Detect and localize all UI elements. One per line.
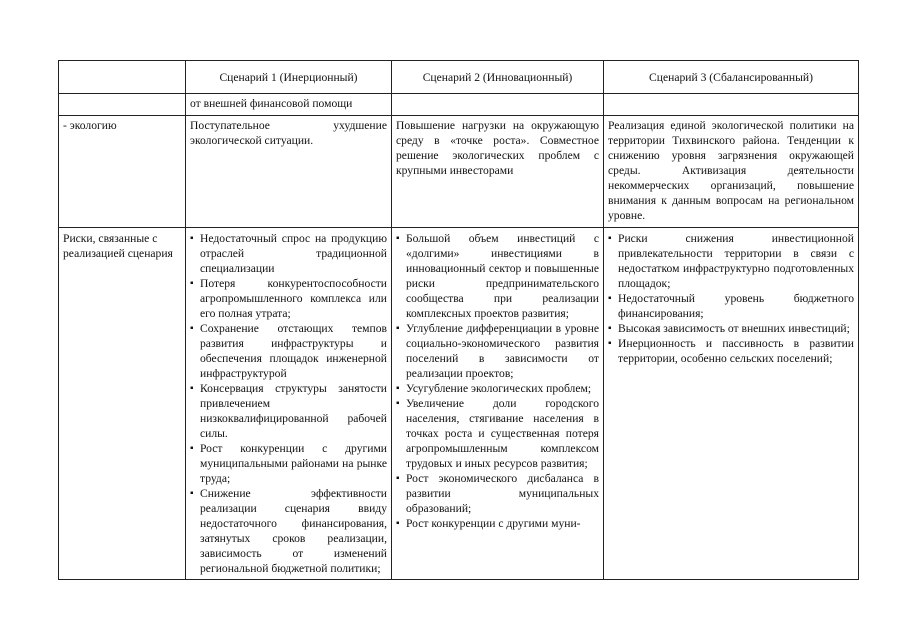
ecology-scenario-2-cell: Повышение нагрузки на окружающую среду в «точке роста». Совместное решение экологических проблем с крупными инвесторами <box>392 116 604 228</box>
table-row-finance <box>59 94 859 116</box>
header-row <box>59 61 859 94</box>
risk-item: ▪ Рост конкуренции с другими муниципальными районами на рынке труда; <box>190 441 387 486</box>
risk-item: ▪ Высокая зависимость от внешних инвестиций; <box>608 321 854 336</box>
finance-label-cell <box>59 94 186 116</box>
risks-scenario-2-list <box>396 231 599 531</box>
finance-scenario-2-cell <box>392 94 604 116</box>
risks-scenario-3-list <box>608 231 854 366</box>
header-scenario-1: Сценарий 1 (Инерционный) <box>186 61 392 94</box>
risk-item: ▪ Рост конкуренции с другими муни- <box>396 516 599 531</box>
risk-item: ▪ Рост экономического дисбаланса в развитии муниципальных образований; <box>396 471 599 516</box>
risks-scenario-1-cell <box>186 228 392 580</box>
risk-item: ▪ Сохранение отстающих темпов развития инфраструктуры и обеспечения площадок инженерной инфраструктурой <box>190 321 387 381</box>
risk-item: ▪ Риски снижения инвестиционной привлекательности территории в связи с недостатком инфраструктурно подготовленных площадок; <box>608 231 854 291</box>
scenario-table <box>58 60 859 580</box>
risk-item: ▪ Увеличение доли городского населения, стягивание населения в точках роста и существенная потеря агропромышленным комплексом трудовых и иных ресурсов развития; <box>396 396 599 471</box>
finance-scenario-3-cell <box>604 94 859 116</box>
risk-item: ▪ Потеря конкурентоспособности агропромышленного комплекса или его полная утрата; <box>190 276 387 321</box>
finance-scenario-1-cell: от внешней финансовой помощи <box>186 94 392 116</box>
table-row-risks <box>59 228 859 580</box>
risk-item: ▪ Инерционность и пассивность в развитии территории, особенно сельских поселений; <box>608 336 854 366</box>
risk-item: ▪ Углубление дифференциации в уровне социально-экономического развития поселений в зависимости от реализации проектов; <box>396 321 599 381</box>
risk-item: ▪ Большой объем инвестиций с «долгими» инвестициями в инновационный сектор и повышенные риски предпринимательского сообщества при реализации комплексных проектов развития; <box>396 231 599 321</box>
header-cell-empty <box>59 61 186 94</box>
risk-item: ▪ Консервация структуры занятости привлечением низкоквалифицированной рабочей силы. <box>190 381 387 441</box>
risk-item: ▪ Недостаточный спрос на продукцию отраслей традиционной специализации <box>190 231 387 276</box>
risk-item: ▪ Снижение эффективности реализации сценария ввиду недостаточного финансирования, затянутых сроков реализации, зависимость от изменений региональной бюджетной политики; <box>190 486 387 576</box>
ecology-scenario-3-cell: Реализация единой экологической политики на территории Тихвинского района. Тенденции к снижению уровня загрязнения окружающей среды. Активизация деятельности некоммерческих организаций, повышение внимания к данным вопросам на региональном уровне. <box>604 116 859 228</box>
risks-scenario-2-cell <box>392 228 604 580</box>
header-scenario-3: Сценарий 3 (Сбалансированный) <box>604 61 859 94</box>
risks-label-cell: Риски, связанные с реализацией сценария <box>59 228 186 580</box>
ecology-scenario-1-cell: Поступательное ухудшение экологической ситуации. <box>186 116 392 228</box>
risks-scenario-3-cell <box>604 228 859 580</box>
header-scenario-2: Сценарий 2 (Инновационный) <box>392 61 604 94</box>
table-row-ecology <box>59 116 859 228</box>
risks-scenario-1-list <box>190 231 387 576</box>
risk-item: ▪ Усугубление экологических проблем; <box>396 381 599 396</box>
risk-item: ▪ Недостаточный уровень бюджетного финансирования; <box>608 291 854 321</box>
ecology-label-cell: - экологию <box>59 116 186 228</box>
